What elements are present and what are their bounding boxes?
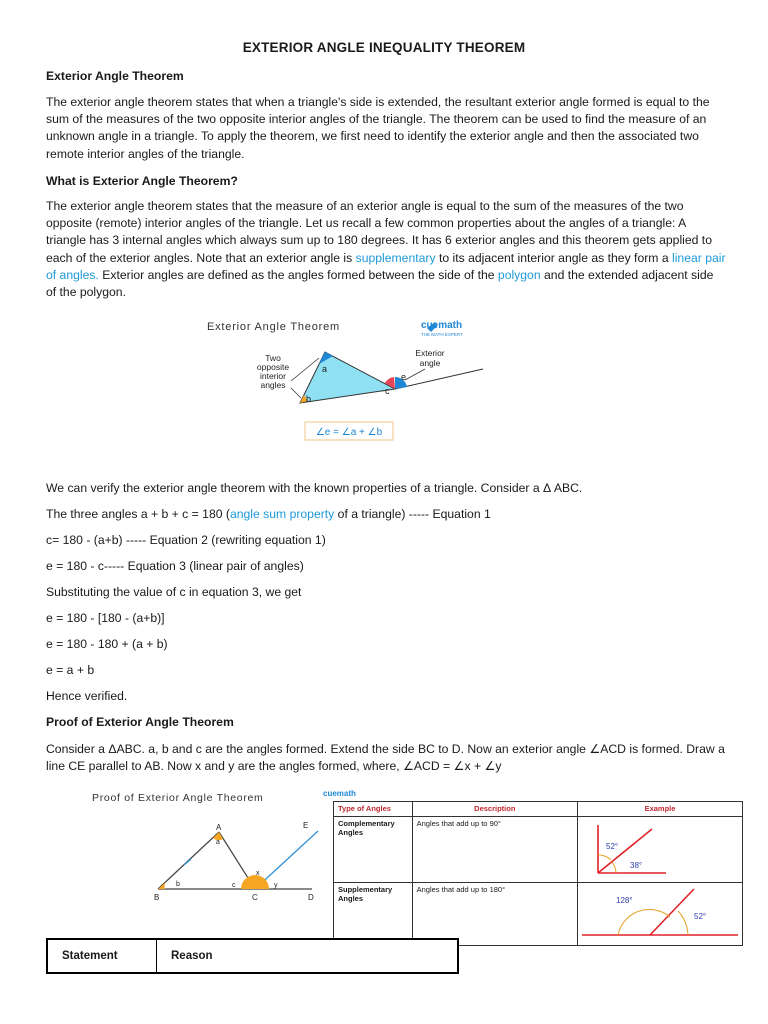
angle-desc-cell: Angles that add up to 90° [412,817,577,883]
pointer-line [291,388,301,398]
point-a: A [216,823,222,832]
complementary-example [578,817,742,880]
interior-label-line: Two [265,353,281,363]
point-e: E [303,821,309,830]
paragraph-text: to its adjacent interior angle as they form a [435,250,672,265]
paragraph-text: The exterior angle theorem states that the measure of an exterior angle is equal to the sum of the measures of the two opposite (remote) interior angles of the triangle. Let us recall a few common properties about the angles of a triangle: A triangle has 3 internal angles which always sum up to 180 degrees. It has 6 exterior angles and this theorem gets applied to each of the exterior angles. Note that an exterior angle is [46,199,712,265]
angle-value: 128° [616,896,633,905]
example-cell [578,817,743,883]
section-heading-exterior-angle-theorem: Exterior Angle Theorem [46,69,184,83]
extended-side [395,369,483,389]
reason-header: Reason [171,950,213,962]
exterior-angle-label [415,348,444,368]
proof-figure [90,787,325,922]
point-b: B [154,893,160,902]
angle-a-label: a [322,364,328,374]
figure-title: Exterior Angle Theorem [207,321,340,333]
page-title: EXTERIOR ANGLE INEQUALITY THEOREM [242,40,526,55]
table-row [334,883,743,946]
table-header: Type of Angles [334,802,413,817]
interior-label-line: angles [260,380,286,390]
arc [612,862,616,873]
link-angle-sum-property[interactable]: angle sum property [229,507,335,521]
angle-c-label: c [232,882,236,889]
exterior-label-line: angle [419,358,441,368]
arc [678,911,688,935]
interior-label-line: opposite [256,362,290,372]
exterior-angle-figure [205,316,505,446]
exterior-label-line: Exterior [415,348,445,358]
table-header: Description [412,802,577,817]
equation-text: of a triangle) ----- Equation 1 [334,507,491,521]
angle-c-label: c [385,386,390,396]
equation-1 [46,507,491,521]
angle-c-x-y-marker [241,875,269,889]
step-3: e = a + b [46,663,95,677]
angle-b-label: b [306,394,312,404]
angle-x-label: x [256,870,260,877]
section-heading-proof: Proof of Exterior Angle Theorem [46,715,234,729]
example-cell [578,883,743,946]
angle-value: 52° [694,912,707,921]
supplementary-example [578,883,742,943]
section-heading-what-is: What is Exterior Angle Theorem? [46,174,238,188]
angle-type-cell: Complementary Angles [334,817,413,883]
paragraph-text: Exterior angles are defined as the angles formed between the side of the [98,267,498,282]
table-row [334,817,743,883]
interior-label-line: interior [260,371,286,381]
point-c: C [252,893,258,902]
angle-type-cell: Supplementary Angles [334,883,413,946]
paragraph-text: and the extended adjacent side of the polygon. [46,267,714,300]
equation-3: e = 180 - c----- Equation 3 (linear pair of angles) [46,559,304,573]
angle-types-table [333,801,743,946]
pointer-line [405,369,425,380]
equation-text: The three angles a + b + c = 180 ( [46,507,230,521]
statement-header: Statement [47,939,157,973]
link-supplementary[interactable]: supplementary [355,250,436,265]
table-header-row [334,802,743,817]
angle-b-label: b [176,881,180,888]
link-linear-pair[interactable]: linear pair of angles. [46,250,726,282]
paragraph-intro: The exterior angle theorem states that when a triangle's side is extended, the resultant exterior angle formed is equal to the sum of the measures of the two opposite interior angles of the triangle. The theorem can be used to find the measure of an unknown angle in a triangle. To apply the theorem, we first need to identify the exterior angle and then the associated two remote interior angles of the triangle. [46,95,710,161]
step-2: e = 180 - 180 + (a + b) [46,637,168,651]
cuemath-logo-small: cuemath [323,789,356,798]
angle-value: 52° [606,842,619,851]
angle-value: 38° [630,861,643,870]
angle-y-label: y [274,882,278,889]
brand-tagline: THE MATH EXPERT [421,332,463,337]
table-header: Example [578,802,743,817]
parallel-mark [184,859,191,865]
angle-desc-cell: Angles that add up to 180° [412,883,577,946]
step-1: e = 180 - [180 - (a+b)] [46,611,165,625]
equation-2: c= 180 - (a+b) ----- Equation 2 (rewriting equation 1) [46,533,326,547]
table-row [47,939,458,973]
link-polygon[interactable]: polygon [497,267,541,282]
interior-angles-label [257,353,289,390]
substitution-line: Substituting the value of c in equation 3, we get [46,585,302,599]
brand-name: cuemath [421,320,463,331]
point-d: D [308,893,314,902]
paragraph-proof: Consider a ΔABC. a, b and c are the angles formed. Extend the side BC to D. Now an exterior angle ∠ACD is formed. Draw a line CE parallel to AB. Now x and y are the angles formed, where, ∠ACD = ∠x + ∠y [46,742,725,774]
cuemath-logo [421,320,463,337]
triangle [300,352,395,403]
angle-a-label: a [216,839,220,846]
formula: ∠e = ∠a + ∠b [315,427,383,438]
proof-figure-title: Proof of Exterior Angle Theorem [92,792,264,804]
verify-intro: We can verify the exterior angle theorem with the known properties of a triangle. Consider a Δ ABC. [46,481,583,495]
example-line [598,829,652,873]
angle-e-label: e [401,372,407,382]
verified-line: Hence verified. [46,689,128,703]
paragraph-what-is [46,198,726,301]
arc [598,855,611,860]
statement-reason-table [46,938,459,974]
